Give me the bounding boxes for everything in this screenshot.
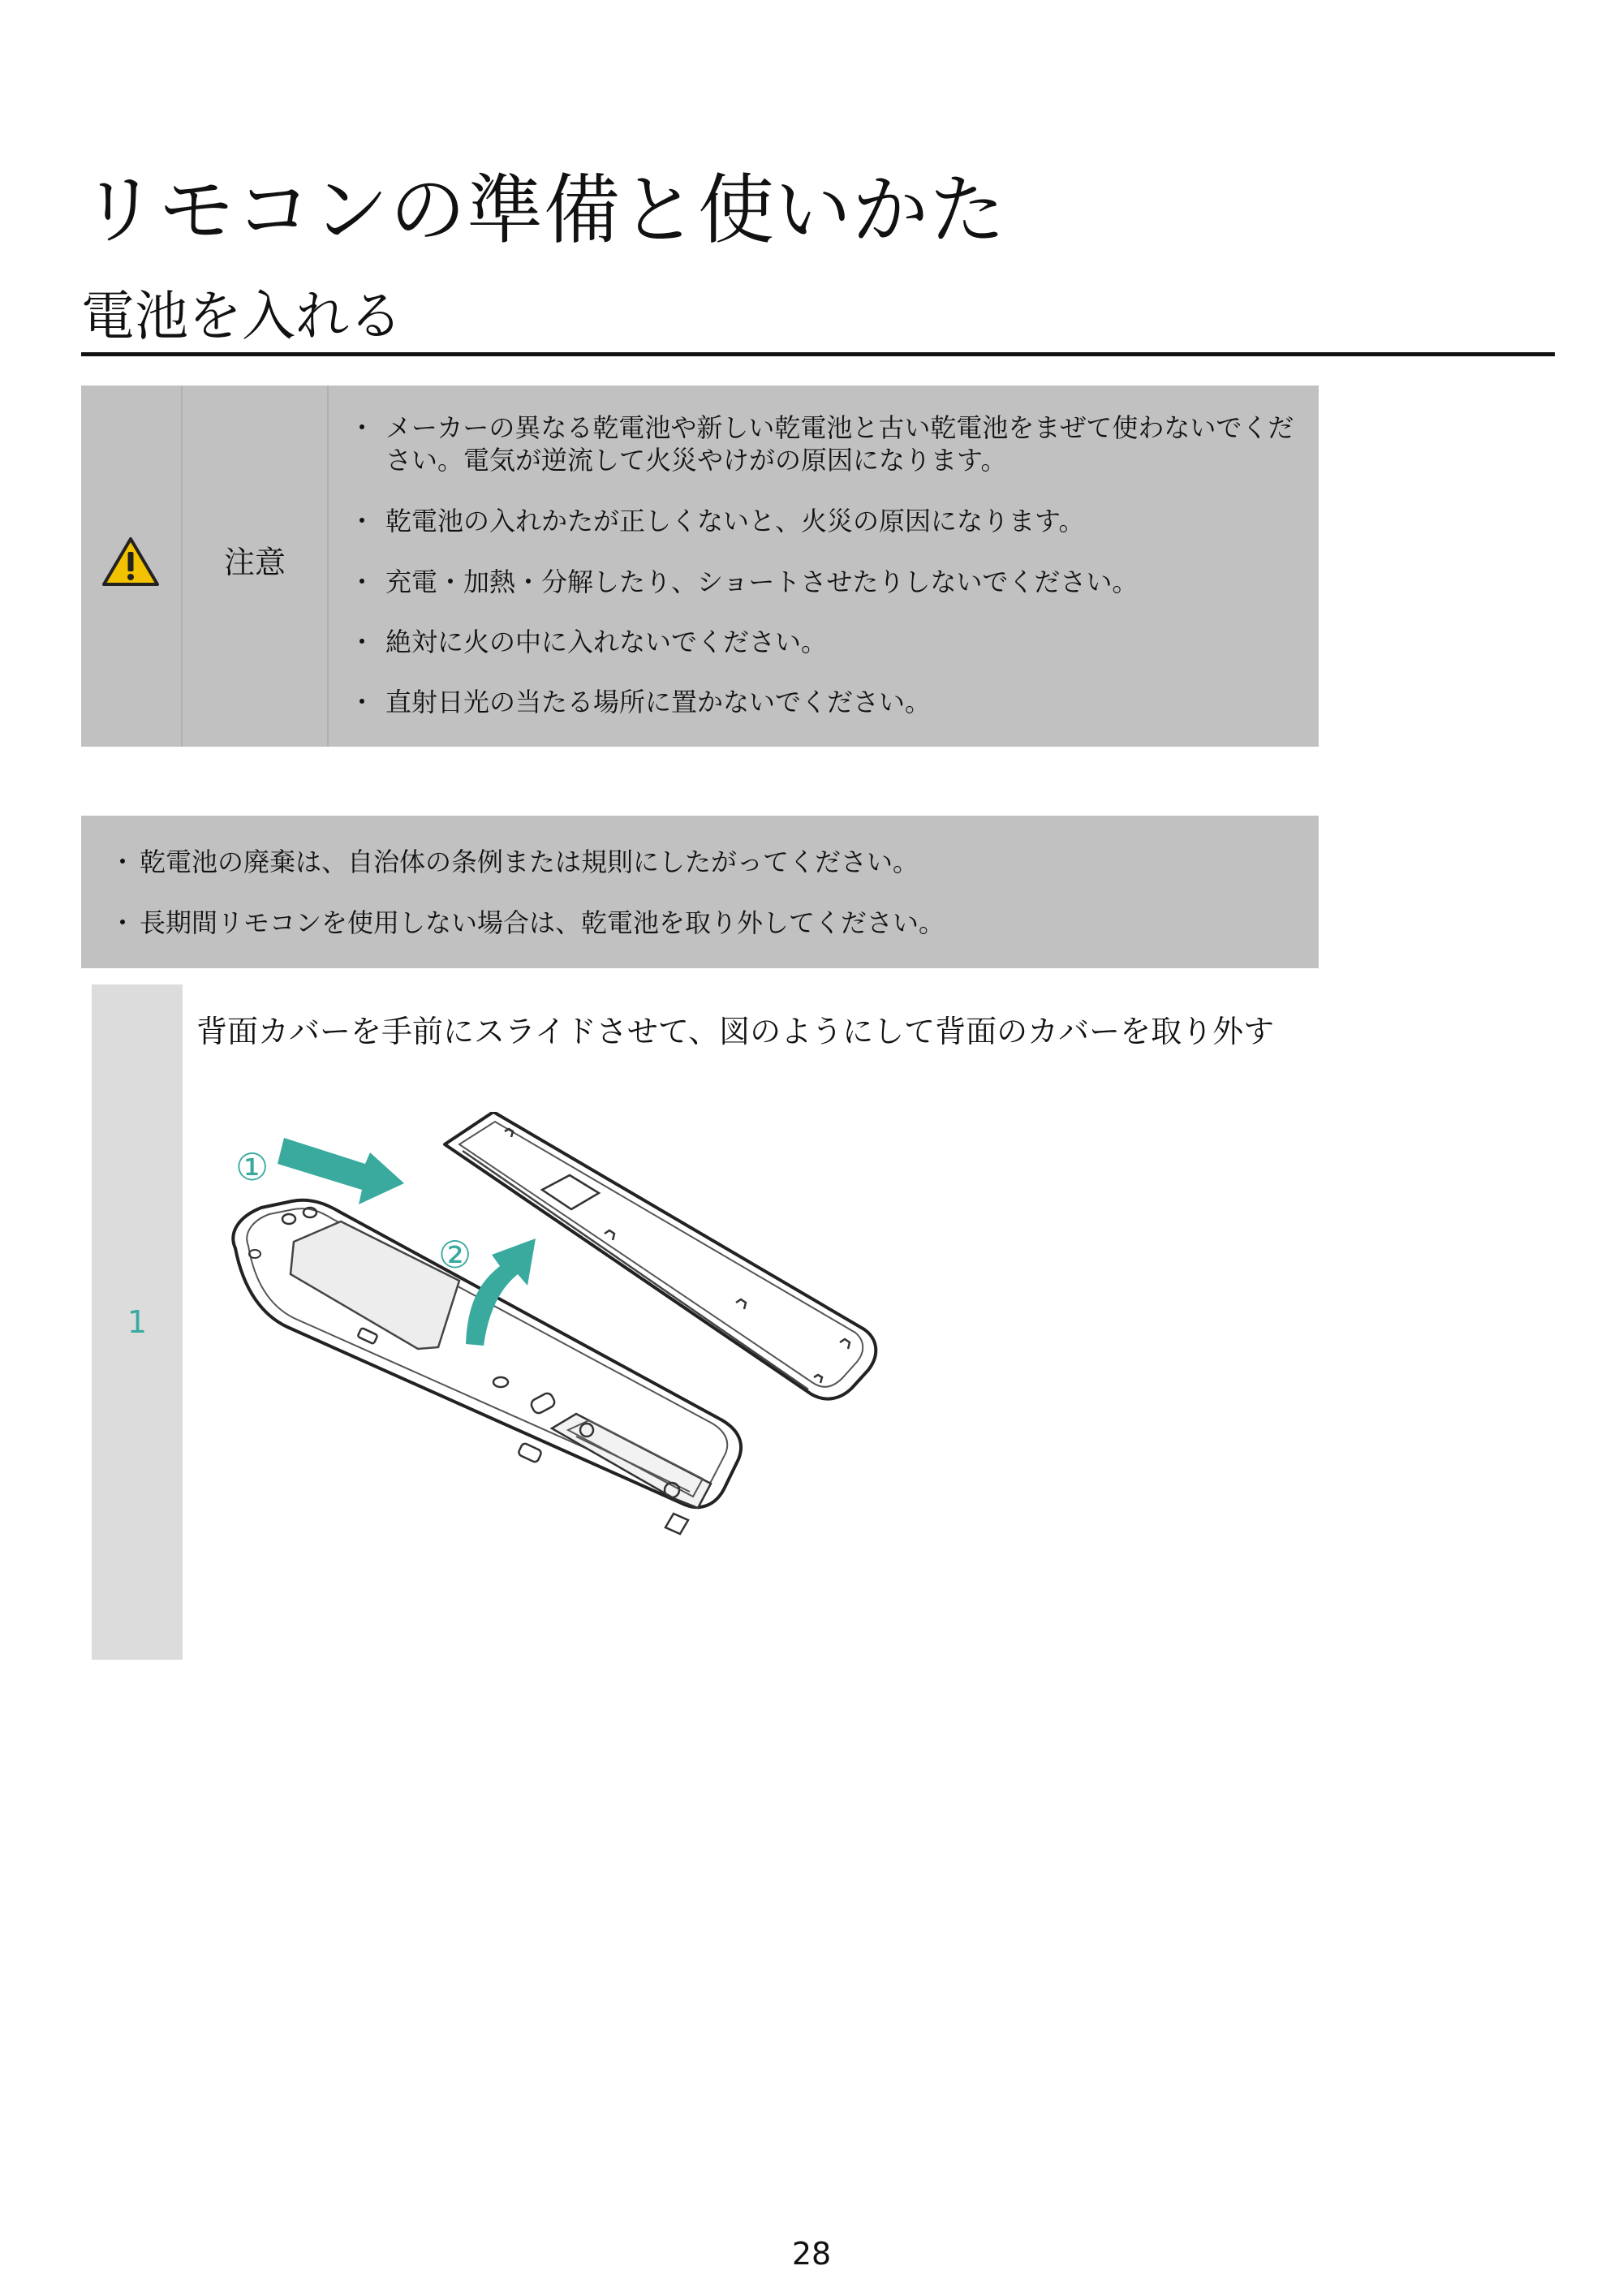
remote-cover-removal-illustration [219, 1112, 893, 1615]
bullet-marker: ・ [349, 412, 376, 443]
page-title: リモコンの準備と使いかた [81, 166, 1007, 255]
bullet-marker: ・ [349, 506, 376, 536]
caution-item-text: 直射日光の当たる場所に置かないでください。 [385, 687, 932, 717]
step-number-cell [92, 984, 183, 1660]
bullet-marker: ・ [110, 907, 136, 938]
step-instruction: 背面カバーを手前にスライドさせて、図のようにして背面のカバーを取り外す [196, 1014, 1275, 1049]
section-title: 電池を入れる [81, 285, 403, 347]
marker-2-label: ② [438, 1233, 472, 1277]
section-divider [81, 352, 1555, 356]
slide-arrow [278, 1138, 404, 1204]
caution-item-text: 絶対に火の中に入れないでください。 [385, 627, 828, 657]
note-item-text: 長期間リモコンを使用しない場合は、乾電池を取り外してください。 [140, 907, 945, 938]
bullet-marker: ・ [349, 566, 376, 597]
note-item-text: 乾電池の廃棄は、自治体の条例または規則にしたがってください。 [140, 846, 919, 877]
bullet-marker: ・ [349, 687, 376, 717]
caution-item-text: メーカーの異なる乾電池や新しい乾電池と古い乾電池をまぜて使わないでください。電気が逆流して火災やけがの原因になります。 [385, 412, 1294, 476]
warning-triangle-icon [101, 536, 160, 588]
page-number: 28 [791, 2236, 832, 2272]
caution-item-text: 乾電池の入れかたが正しくないと、火災の原因になります。 [385, 506, 1085, 536]
note-box [81, 816, 1319, 968]
caution-box [81, 386, 1319, 747]
caution-label: 注意 [223, 545, 286, 580]
caution-label-cell [183, 386, 329, 747]
caution-item-text: 充電・加熱・分解したり、ショートさせたりしないでください。 [385, 566, 1139, 597]
marker-1-label: ① [235, 1145, 269, 1189]
step-number: 1 [127, 1304, 148, 1340]
caution-list [329, 386, 1319, 747]
bullet-marker: ・ [349, 627, 376, 657]
bullet-marker: ・ [110, 846, 136, 877]
caution-icon-cell [81, 386, 183, 747]
